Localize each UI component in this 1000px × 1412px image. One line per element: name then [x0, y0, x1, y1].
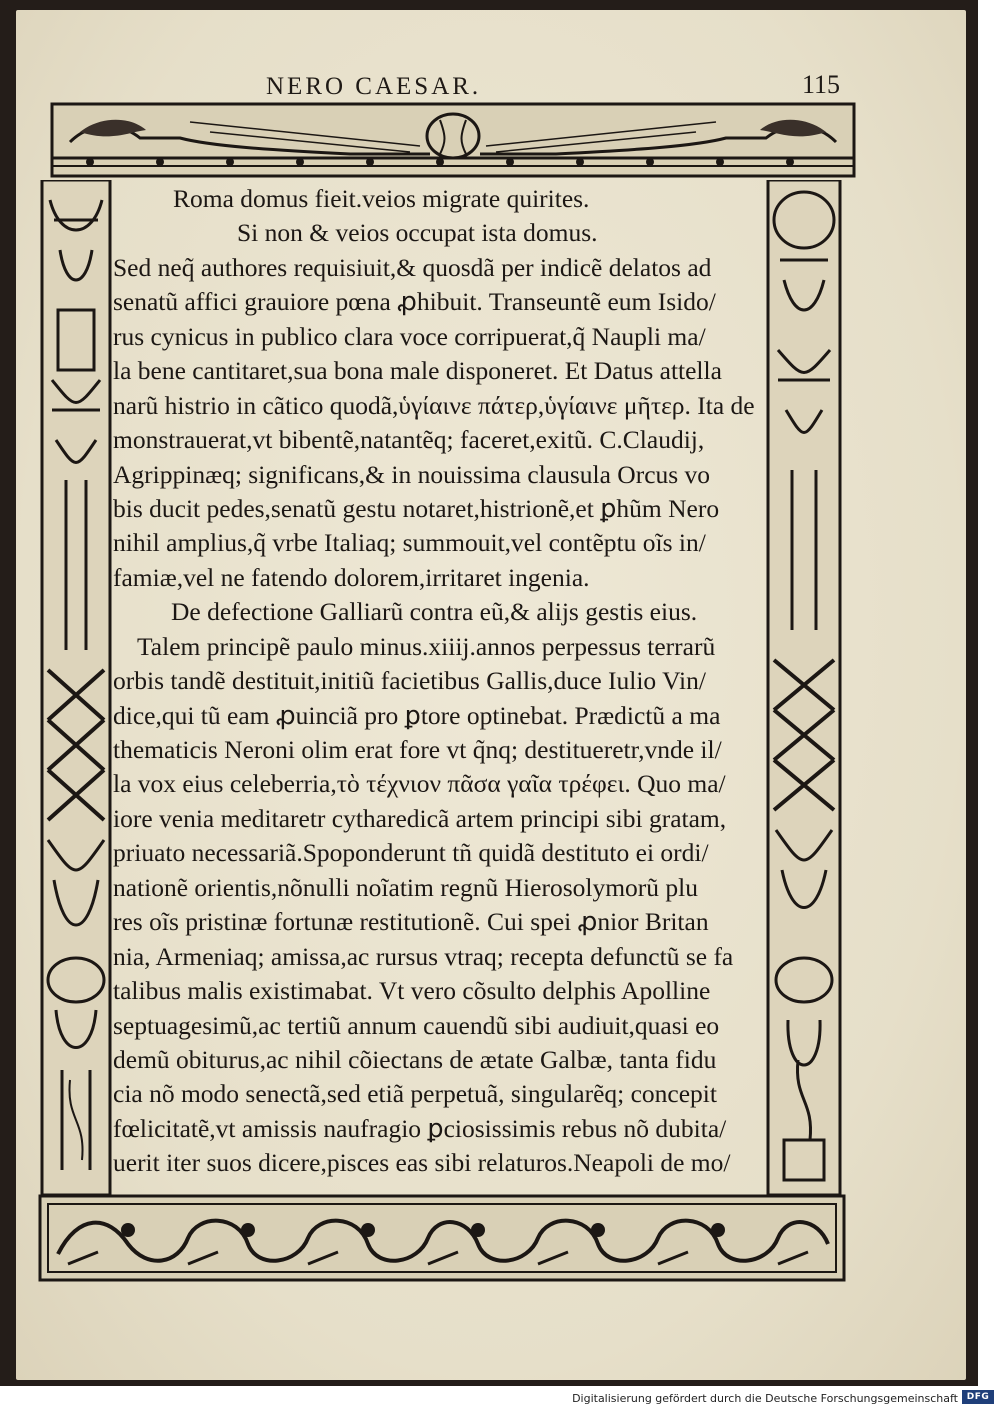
text-line: talibus malis existimabat. Vt vero cõsulto delphis Apolline — [113, 976, 711, 1006]
text-line: dice,qui tũ eam ꝓuinciã pro ꝑtore optinebat. Prædictũ a ma — [113, 700, 721, 730]
text-line: nia, Armeniaq; amissa,ac rursus vtraq; recepta defunctũ se fa — [113, 941, 734, 971]
text-line: priuato necessariã.Spoponderunt tñ quidã destituto ei ordi/ — [113, 838, 709, 868]
text-line: Sed neq̃ authores requisiuit,& quosdã per indicẽ delatos ad — [113, 252, 712, 282]
top-woodcut-border — [50, 102, 856, 178]
text-line: Agrippinæq; significans,& in nouissima clausula Orcus vo — [113, 459, 711, 489]
text-line: la bene cantitaret,sua bona male disponeret. Et Datus attella — [113, 356, 722, 386]
text-line: septuagesimũ,ac tertiũ annum cauendũ sibi audiuit,quasi eo — [113, 1010, 720, 1040]
text-line: rus cynicus in publico clara voce corripuerat,q̃ Naupli ma/ — [113, 321, 706, 351]
text-line: orbis tandẽ destituit,initiũ facietibus Gallis,duce Iulio Vin/ — [113, 666, 706, 696]
text-line: uerit iter suos dicere,pisces eas sibi relaturos.Neapoli de mo/ — [113, 1148, 731, 1178]
text-line: nihil amplius,q̃ vrbe Italiaq; summouit,vel contẽptu oĩs in/ — [113, 528, 706, 558]
dfg-logo: DFG — [962, 1390, 994, 1404]
text-line: famiæ,vel ne fatendo dolorem,irritaret ingenia. — [113, 562, 590, 592]
book-page — [16, 10, 966, 1380]
text-line: la vox eius celeberria,τὸ τέχνιον πᾶσα γαῖα τρέφει. Quo ma/ — [113, 769, 726, 799]
text-line-verse-2: Si non & veios occupat ista domus. — [237, 218, 598, 248]
left-ornamental-column — [40, 180, 112, 1195]
text-line-verse-1: Roma domus fieit.veios migrate quirites. — [173, 184, 590, 213]
footer-credit: Digitalisierung gefördert durch die Deutsche Forschungsgemeinschaft — [572, 1392, 958, 1405]
page-number: 115 — [802, 70, 841, 99]
text-line: monstrauerat,vt bibentẽ,natantẽq; faceret,exitũ. C.Claudij, — [113, 425, 705, 455]
bottom-woodcut-border — [38, 1194, 846, 1282]
text-line: iore venia meditaretr cytharedicã artem principi sibi gratam, — [113, 803, 727, 833]
text-line: narũ histrio in cãtico quodã,ὑγίαινε πάτερ,ὑγίαινε μῆτερ. Ita de — [113, 390, 755, 420]
main-text-block — [113, 182, 783, 1194]
text-line: cia nõ modo senectã,sed etiã perpetuã, singularẽq; concepit — [113, 1079, 717, 1109]
text-line-paragraph-start: Talem principẽ paulo minus.xiiij.annos perpessus terrarũ — [137, 631, 716, 661]
text-line: demũ obiturus,ac nihil cõiectans de ætate Galbæ, tanta fidu — [113, 1044, 717, 1074]
text-line: bis ducit pedes,senatũ gestu notaret,histrionẽ,et ꝑhũm Nero — [113, 493, 720, 523]
text-line: nationẽ orientis,nõnulli noĩatim regnũ Hierosolymorũ plu — [113, 872, 698, 902]
text-line: thematicis Neroni olim erat fore vt q̃nq; destitueretr,vnde il/ — [113, 735, 722, 764]
running-title: NERO CAESAR. — [266, 73, 482, 100]
text-line: senatũ affici grauiore pœna ꝓhibuit. Transeuntẽ eum Isido/ — [113, 287, 716, 317]
text-line: res oĩs pristinæ fortunæ restitutionẽ. Cui spei ꝓnior Britan — [113, 907, 709, 937]
section-heading: De defectione Galliarũ contra eũ,& alijs gestis eius. — [171, 597, 698, 627]
text-line: fœlicitatẽ,vt amissis naufragio ꝑciosissimis rebus nõ dubita/ — [113, 1113, 727, 1143]
